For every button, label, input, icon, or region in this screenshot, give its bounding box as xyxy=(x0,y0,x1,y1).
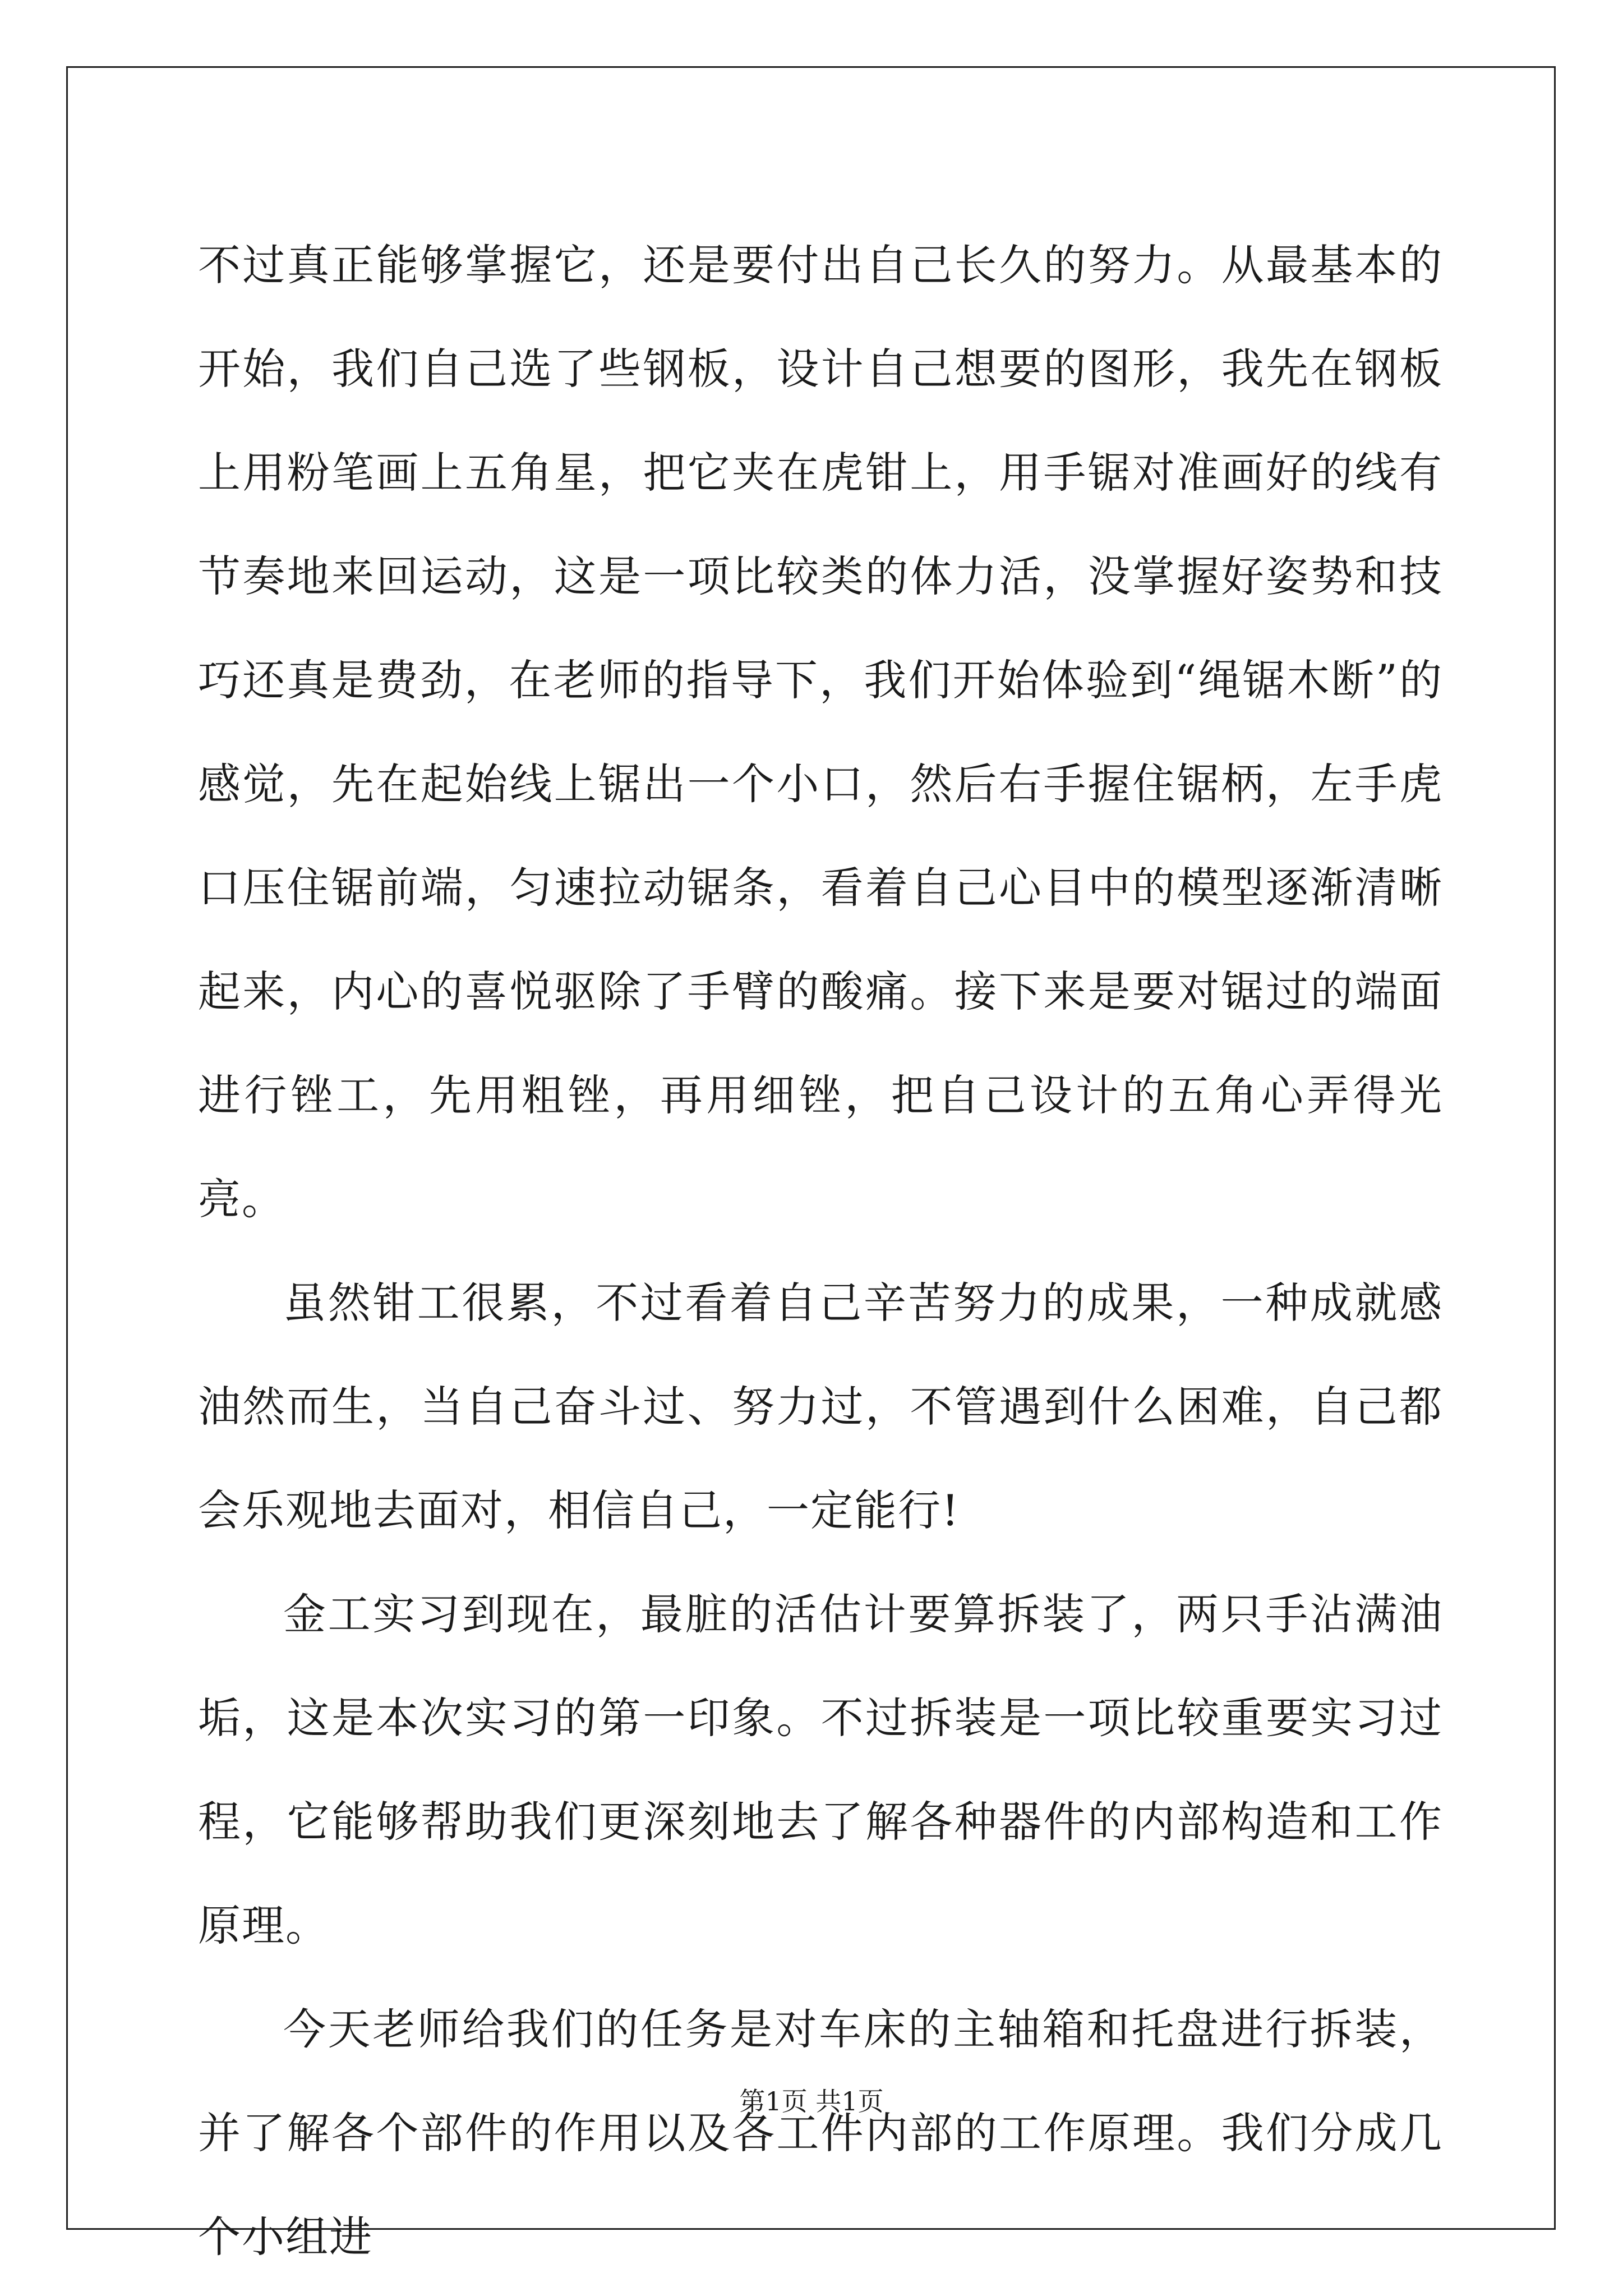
paragraph-2: 虽然钳工很累，不过看着自己辛苦努力的成果，一种成就感油然而生，当自己奋斗过、努力过，不管遇到什么困难，自己都会乐观地去面对，相信自己，一定能行! xyxy=(198,1278,1443,1535)
page-number-footer: 第1页 共1页 xyxy=(739,2086,884,2116)
paragraph-1: 不过真正能够掌握它，还是要付出自己长久的努力。从最基本的开始，我们自己选了些钢板，设计自己想要的图形，我先在钢板上用粉笔画上五角星，把它夹在虎钳上，用手锯对准画好的线有节奏地来回运动，这是一项比较类的体力活，没掌握好姿势和技巧还真是费劲，在老师的指导下，我们开始体验到“绳锯木断”的感觉，先在起始线上锯出一个小口，然后右手握住锯柄，左手虎口压住锯前端，匀速拉动锯条，看着自己心目中的模型逐渐清晰起来，内心的喜悦驱除了手臂的酸痛。接下来是要对锯过的端面进行锉工，先用粗锉，再用细锉，把自己设计的五角心弄得光亮。 xyxy=(198,240,1443,1224)
paragraph-3: 金工实习到现在，最脏的活估计要算拆装了，两只手沾满油垢，这是本次实习的第一印象。不过拆装是一项比较重要实习过程，它能够帮助我们更深刻地去了解各种器件的内部构造和工作原理。 xyxy=(198,1589,1443,1950)
document-body xyxy=(198,213,1443,2289)
paragraph-4: 今天老师给我们的任务是对车床的主轴箱和托盘进行拆装，并了解各个部件的作用以及各工件内部的工作原理。我们分成几个小组进 xyxy=(198,2004,1443,2262)
